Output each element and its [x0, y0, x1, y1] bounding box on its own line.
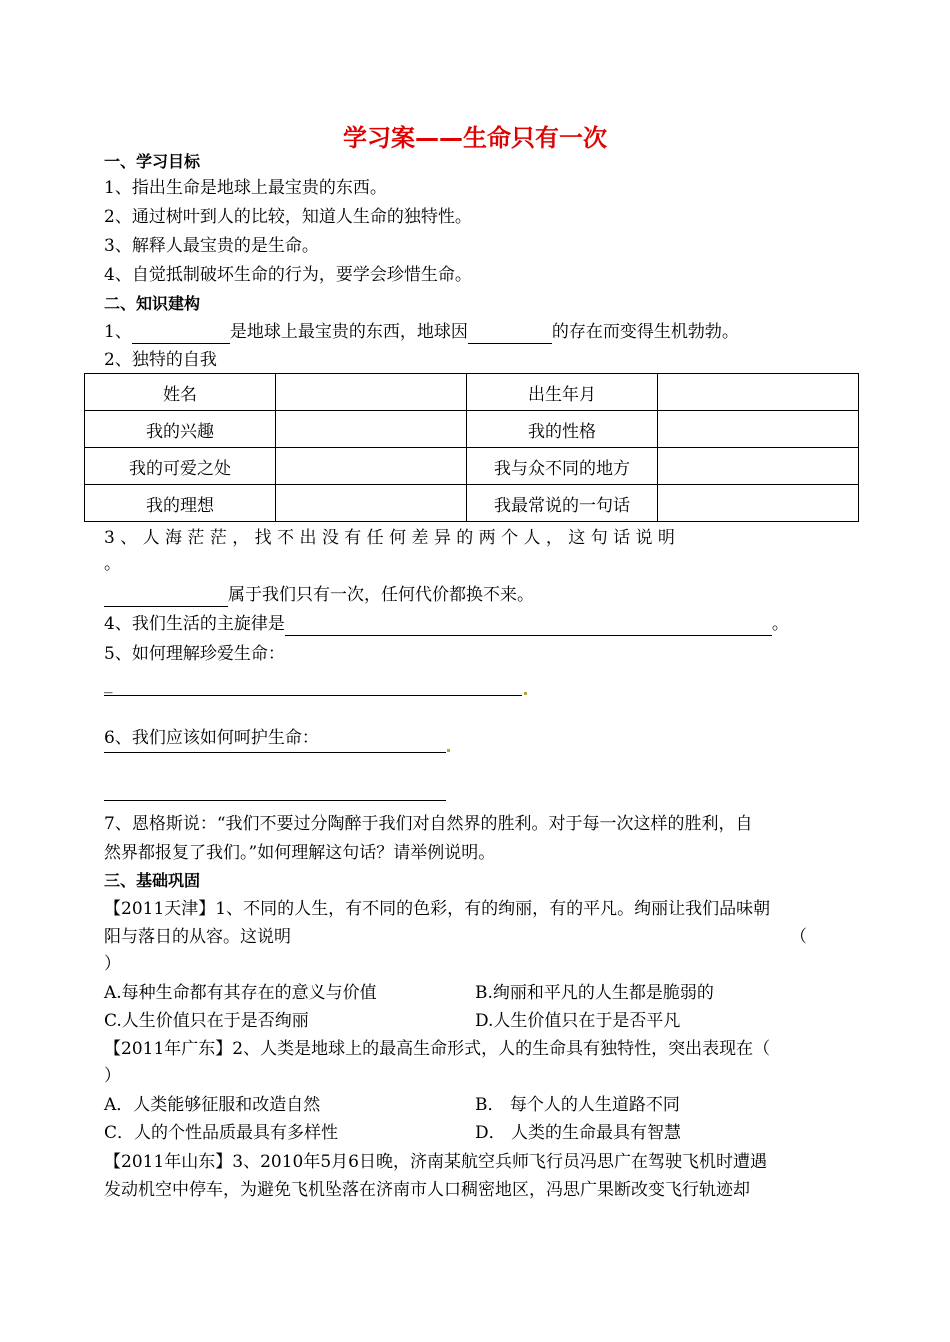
mark-dot — [447, 749, 450, 752]
section-heading-knowledge: 二、知识建构 — [104, 294, 201, 313]
option-c[interactable]: C.人生价值只在于是否绚丽 — [104, 1011, 309, 1031]
goal-item: 4、自觉抵制破坏生命的行为，要学会珍惜生命。 — [104, 265, 472, 285]
mcq-2-line2: ） — [104, 1066, 121, 1086]
option-d[interactable]: D.人生价值只在于是否平凡 — [475, 1011, 681, 1031]
table-cell-label: 我的兴趣 — [85, 411, 276, 448]
q1-mid: 是地球上最宝贵的东西，地球因 — [229, 322, 468, 342]
question-4 — [104, 612, 789, 636]
option-b[interactable]: B． 每个人的人生道路不同 — [475, 1095, 680, 1115]
question-3-line1: 3 、 人 海 茫 茫 ， 找 不 出 没 有 任 何 差 异 的 两 个 人 ， 这 句 话 说 明 — [104, 528, 675, 548]
table-cell-label: 我的理想 — [85, 485, 276, 522]
answer-line[interactable] — [104, 800, 446, 801]
answer-line[interactable] — [104, 695, 522, 696]
question-3-line2 — [104, 583, 534, 607]
table-cell-input[interactable] — [276, 411, 467, 448]
self-profile-table — [84, 373, 859, 522]
goal-item: 2、通过树叶到人的比较，知道人生命的独特性。 — [104, 207, 472, 227]
section-heading-practice: 三、基础巩固 — [104, 871, 201, 890]
mcq-3-line1: 【2011年山东】3、2010年5月6日晚，济南某航空兵师飞行员冯思广在驾驶飞机时遭遇 — [104, 1152, 767, 1172]
table-cell-label: 出生年月 — [467, 374, 658, 411]
table-cell-label: 姓名 — [85, 374, 276, 411]
option-c[interactable]: C．人的个性品质最具有多样性 — [104, 1123, 339, 1143]
question-6: 6、我们应该如何呵护生命： — [104, 728, 319, 748]
table-cell-label: 我与众不同的地方 — [467, 448, 658, 485]
table-row — [85, 448, 859, 485]
q3-text: 属于我们只有一次，任何代价都换不来。 — [228, 585, 534, 605]
option-b[interactable]: B.绚丽和平凡的人生都是脆弱的 — [475, 983, 714, 1003]
question-7-line1: 7、恩格斯说：“我们不要过分陶醉于我们对自然界的胜利。对于每一次这样的胜利，自 — [104, 814, 753, 834]
answer-line[interactable] — [104, 752, 446, 753]
mcq-2-line1: 【2011年广东】2、人类是地球上的最高生命形式，人的生命具有独特性，突出表现在（ — [104, 1039, 771, 1059]
question-3-period: 。 — [104, 554, 121, 574]
option-a[interactable]: A．人类能够征服和改造自然 — [104, 1095, 321, 1115]
q5-mark: _ — [104, 674, 113, 694]
goal-item: 3、解释人最宝贵的是生命。 — [104, 236, 319, 256]
table-cell-input[interactable] — [658, 448, 859, 485]
question-7-line2: 然界都报复了我们。”如何理解这句话？请举例说明。 — [104, 843, 496, 863]
q1-prefix: 1、 — [104, 322, 132, 342]
question-1 — [104, 320, 739, 344]
table-cell-input[interactable] — [276, 374, 467, 411]
answer-paren-open: （ — [790, 927, 807, 947]
mcq-1-line1: 【2011天津】1、不同的人生，有不同的色彩，有的绚丽，有的平凡。绚丽让我们品味朝 — [104, 899, 771, 919]
table-row — [85, 485, 859, 522]
q1-suffix: 的存在而变得生机勃勃。 — [551, 322, 739, 342]
blank-field[interactable] — [104, 588, 228, 607]
page-title: 学习案——生命只有一次 — [343, 124, 607, 152]
goal-item: 1、指出生命是地球上最宝贵的东西。 — [104, 178, 387, 198]
table-cell-label: 我的性格 — [467, 411, 658, 448]
table-cell-input[interactable] — [658, 485, 859, 522]
table-row — [85, 374, 859, 411]
mcq-1-line2: 阳与落日的从容。这说明 — [104, 927, 291, 947]
q4-suffix: 。 — [771, 614, 789, 634]
blank-field[interactable] — [285, 617, 772, 636]
option-d[interactable]: D． 人类的生命最具有智慧 — [475, 1123, 682, 1143]
section-heading-goals: 一、学习目标 — [104, 152, 201, 171]
blank-field[interactable] — [132, 325, 230, 344]
question-2: 2、独特的自我 — [104, 350, 217, 370]
option-a[interactable]: A.每种生命都有其存在的意义与价值 — [104, 983, 377, 1003]
table-cell-input[interactable] — [658, 411, 859, 448]
table-cell-input[interactable] — [658, 374, 859, 411]
table-cell-input[interactable] — [276, 448, 467, 485]
mcq-3-line2: 发动机空中停车，为避免飞机坠落在济南市人口稠密地区，冯思广果断改变飞行轨迹却 — [104, 1180, 750, 1200]
question-5: 5、如何理解珍爱生命： — [104, 644, 285, 664]
table-cell-label: 我最常说的一句话 — [467, 485, 658, 522]
q4-prefix: 4、我们生活的主旋律是 — [104, 614, 285, 634]
table-cell-label: 我的可爱之处 — [85, 448, 276, 485]
blank-field[interactable] — [468, 325, 552, 344]
mark-dot — [524, 692, 527, 695]
table-cell-input[interactable] — [276, 485, 467, 522]
table-row — [85, 411, 859, 448]
answer-paren-close: ） — [104, 954, 121, 974]
